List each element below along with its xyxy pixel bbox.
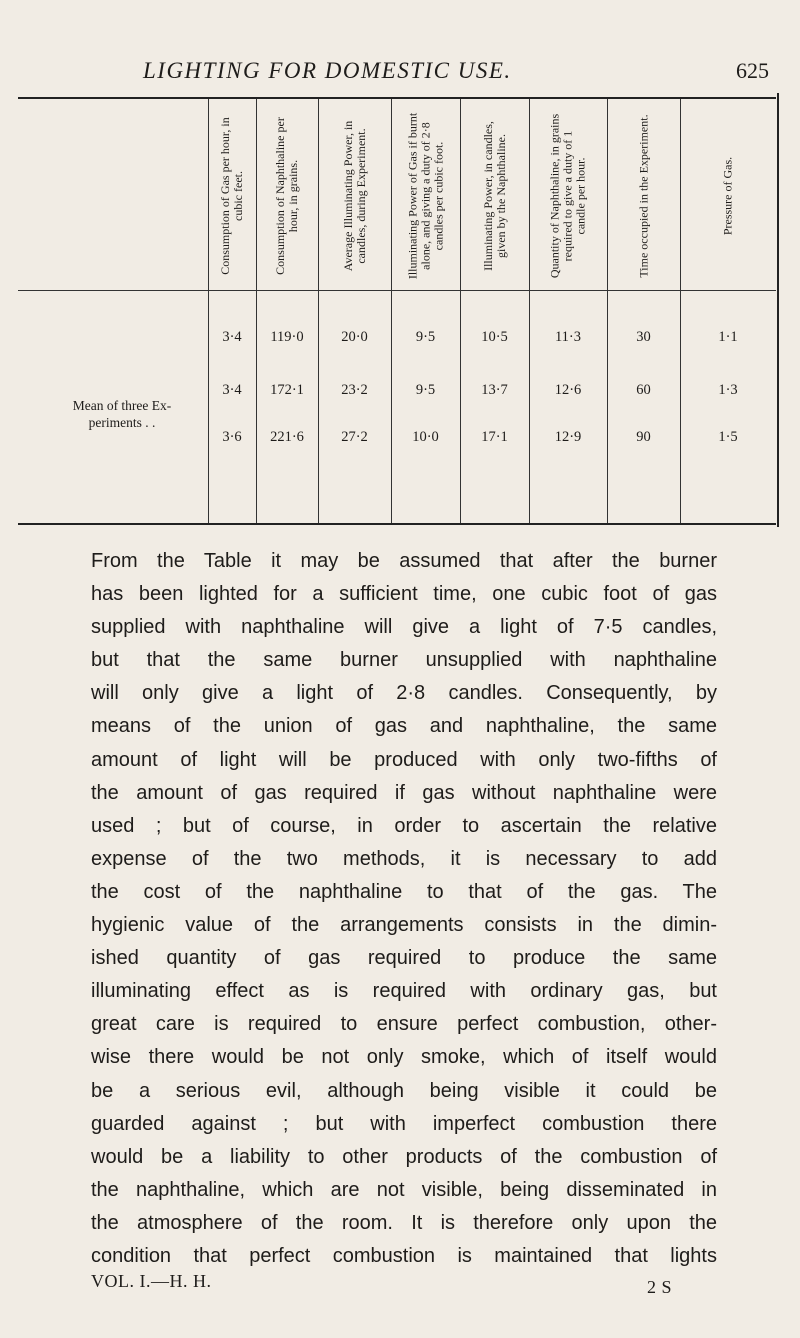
column-header-5 xyxy=(460,111,529,281)
text-line: illuminating effect as is required with ordinary gas, but xyxy=(91,980,717,1003)
table-cell: 9·5 xyxy=(415,329,436,345)
table-cell: 3·4 xyxy=(222,382,242,398)
text-line: the cost of the naphthaline to that of the gas. The xyxy=(91,880,717,903)
page-number: 625 xyxy=(736,58,769,83)
text-line: used ; but of course, in order to ascertain the relative xyxy=(91,814,717,837)
column-header-line: candles, during Experiment. xyxy=(353,128,368,264)
table-cell: 60 xyxy=(636,382,651,398)
column-header-line: Average Illuminating Power, in xyxy=(340,120,355,272)
page-header xyxy=(0,58,800,88)
column-header-line: Pressure of Gas. xyxy=(720,156,735,236)
column-header-line: Consumption of Gas per hour, in xyxy=(218,117,232,275)
table-cell: 221·6 xyxy=(270,429,304,445)
body-paragraph xyxy=(91,545,717,1273)
table-cell: 1·5 xyxy=(718,429,738,445)
text-line: will only give a light of 2·8 candles. Consequently, by xyxy=(91,682,717,705)
row-label-line-2: periments . . xyxy=(88,415,156,430)
table-cell: 13·7 xyxy=(481,382,508,398)
volume-signature: VOL. I.—H. H. xyxy=(91,1271,212,1291)
column-header-line: given by the Naphthaline. xyxy=(493,134,508,258)
column-header-8 xyxy=(680,111,776,281)
column-header-line: Quantity of Naphthaline, in grains xyxy=(547,113,562,279)
table-cell: 10·0 xyxy=(412,429,439,445)
text-line: the amount of gas required if gas without naphthaline were xyxy=(91,781,717,804)
text-line: supplied with naphthaline will give a light of 7·5 candles, xyxy=(91,616,717,639)
text-line: expense of the two methods, it is necessary to add xyxy=(91,847,717,870)
text-line: hygienic value of the arrangements consists in the dimin- xyxy=(91,914,717,937)
text-line: great care is required to ensure perfect combustion, other- xyxy=(91,1013,717,1036)
table-cell: 172·1 xyxy=(270,382,304,398)
text-line: be a serious evil, although being visible it could be xyxy=(91,1079,717,1102)
text-line: condition that perfect combustion is maintained that lights xyxy=(91,1244,717,1267)
running-title: LIGHTING FOR DOMESTIC USE. xyxy=(143,58,512,83)
column-header-7 xyxy=(607,111,680,281)
column-header-2 xyxy=(256,111,318,281)
text-line: would be a liability to other products of the combustion of xyxy=(91,1145,717,1168)
text-line: but that the same burner unsupplied with naphthaline xyxy=(91,649,717,672)
table-cell: 90 xyxy=(636,429,651,445)
column-header-4 xyxy=(391,111,460,281)
table-cell: 12·6 xyxy=(554,382,582,398)
text-line: wise there would be not only smoke, which of itself would xyxy=(91,1046,717,1069)
column-header-line: Consumption of Naphthaline per xyxy=(273,117,287,275)
table-cell: 1·3 xyxy=(718,382,738,398)
text-line: means of the union of gas and naphthaline, the same xyxy=(91,715,717,738)
text-line: amount of light will be produced with only two-fifths of xyxy=(91,748,717,771)
column-header-line: required to give a duty of 1 xyxy=(560,130,575,262)
text-line: the naphthaline, which are not visible, being disseminated in xyxy=(91,1178,717,1201)
table-cell: 12·9 xyxy=(554,429,582,445)
text-line: guarded against ; but with imperfect combustion there xyxy=(91,1112,717,1135)
text-line: From the Table it may be assumed that after the burner xyxy=(91,550,717,572)
text-line: has been lighted for a sufficient time, one cubic foot of gas xyxy=(91,583,717,606)
table-cell: 10·5 xyxy=(481,329,508,345)
text-line: the atmosphere of the room. It is therefore only upon the xyxy=(91,1211,717,1234)
table-cell: 1·1 xyxy=(718,329,738,345)
column-header-line: Illuminating Power, in candles, xyxy=(480,121,495,271)
column-header-line: hour, in grains. xyxy=(286,159,300,233)
text-line: ished quantity of gas required to produce the same xyxy=(91,947,717,970)
table-cell: 23·2 xyxy=(341,382,368,398)
column-header-line: Illuminating Power of Gas if burnt xyxy=(405,112,419,280)
table-cell: 3·4 xyxy=(222,329,242,345)
column-header-6 xyxy=(529,111,607,281)
column-header-1 xyxy=(208,111,256,281)
table-cell: 3·6 xyxy=(222,429,242,445)
row-label-line-1: Mean of three Ex- xyxy=(72,398,172,413)
table-cell: 119·0 xyxy=(270,329,304,345)
column-header-line: alone, and giving a duty of 2·8 xyxy=(418,122,432,270)
table-cell: 30 xyxy=(636,329,651,345)
column-header-line: candle per hour. xyxy=(573,157,588,235)
row-label xyxy=(42,397,202,431)
column-header-line: cubic feet. xyxy=(231,171,245,221)
table-cell: 9·5 xyxy=(415,382,436,398)
column-header-3 xyxy=(318,111,391,281)
table-cell: 17·1 xyxy=(481,429,508,445)
column-header-line: candles per cubic foot. xyxy=(431,141,445,251)
sheet-signature: 2 S xyxy=(647,1277,673,1297)
table-cell: 27·2 xyxy=(341,429,368,445)
column-header-line: Time occupied in the Experiment. xyxy=(636,114,650,278)
data-table xyxy=(18,97,776,525)
table-cell: 11·3 xyxy=(554,329,582,345)
table-cell: 20·0 xyxy=(341,329,368,345)
